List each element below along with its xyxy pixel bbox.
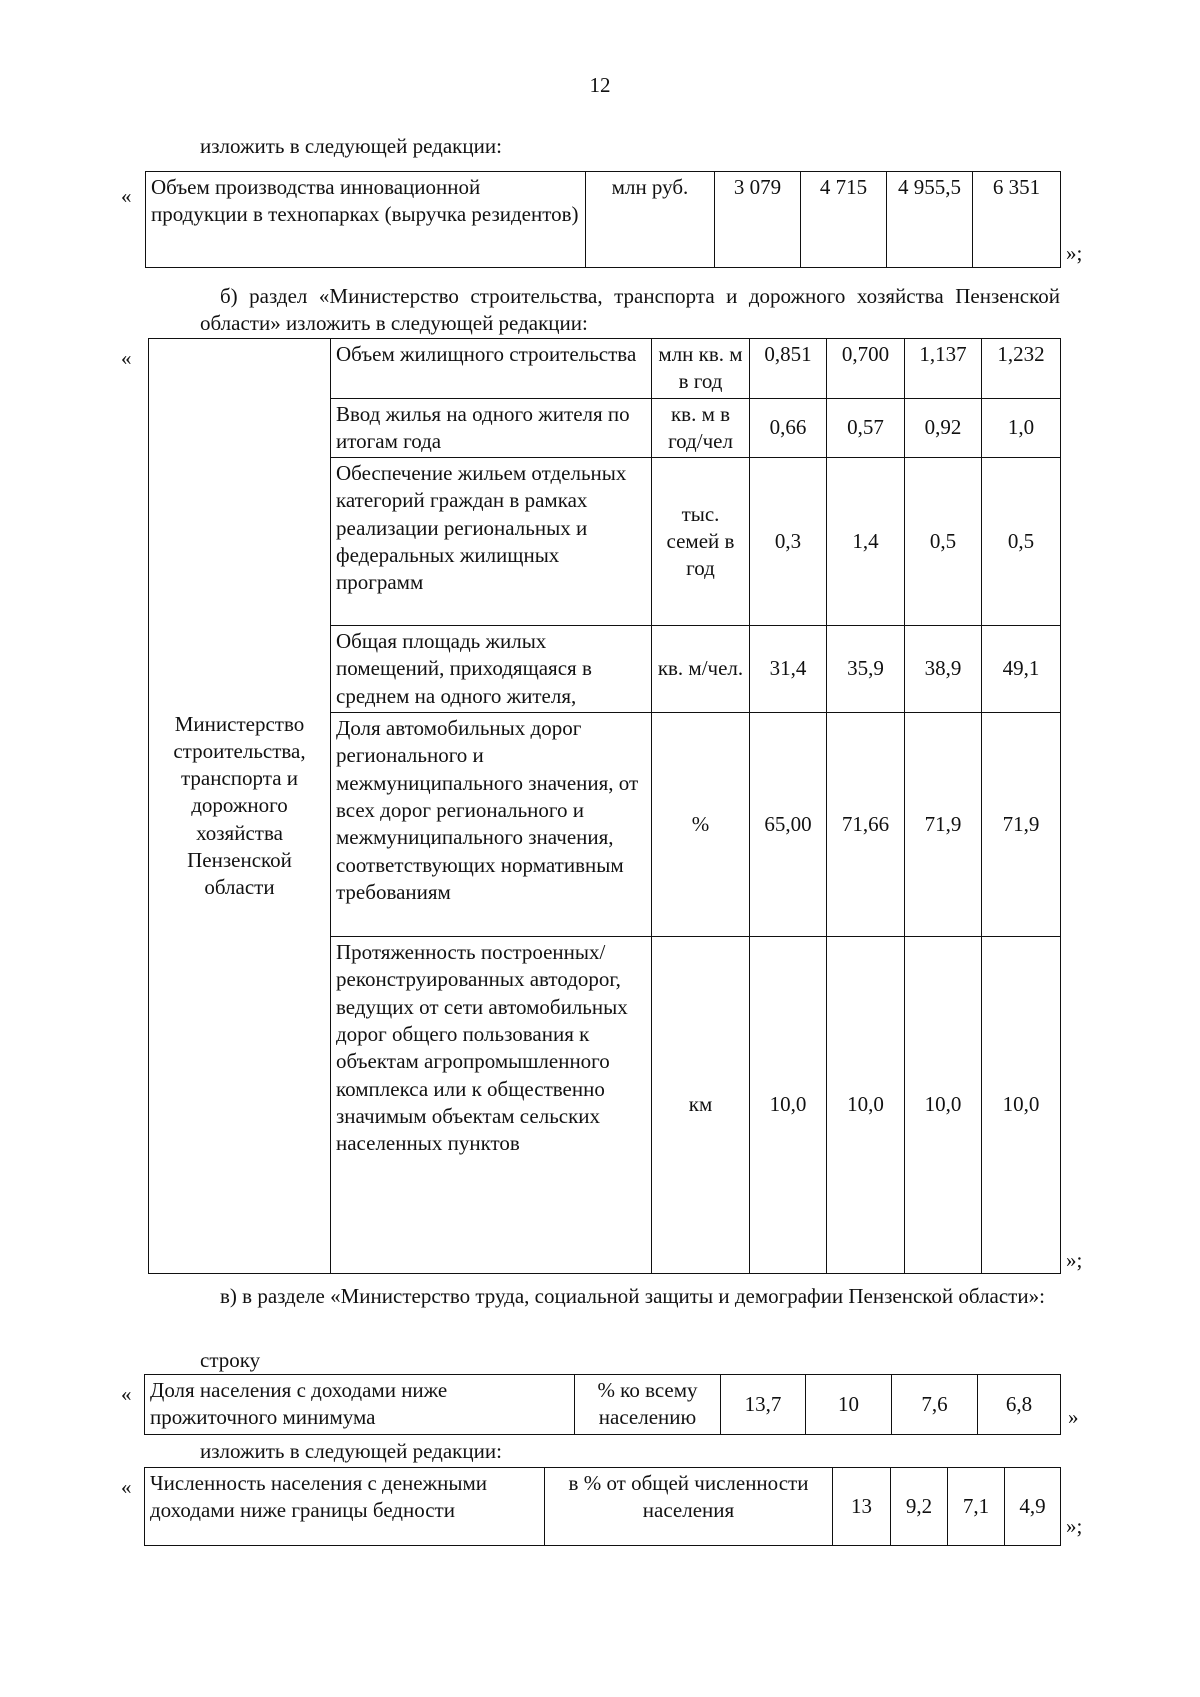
- value-cell: 35,9: [827, 626, 905, 713]
- close-quote: »;: [1066, 1514, 1083, 1538]
- unit-cell: км: [652, 937, 750, 1274]
- poverty-old-table: [144, 1374, 1061, 1435]
- unit-cell: в % от общей численности населения: [545, 1468, 833, 1546]
- value-cell: 10,0: [905, 937, 982, 1274]
- value-cell: 4,9: [1005, 1468, 1061, 1546]
- value-cell: 0,5: [982, 458, 1061, 626]
- value-cell: 10,0: [982, 937, 1061, 1274]
- value-cell: 0,700: [827, 339, 905, 399]
- value-cell: 71,66: [827, 713, 905, 937]
- unit-cell: %: [652, 713, 750, 937]
- indicator-cell: Доля автомобильных дорог регионального и межмуниципального значения, от всех дорог регионального и межмуниципального значения, соответствующих нормативным требованиям: [331, 713, 652, 937]
- close-quote: »: [1068, 1405, 1079, 1429]
- value-cell: 31,4: [750, 626, 827, 713]
- section-c-intro: в) в разделе «Министерство труда, социальной защиты и демографии Пензенской области»:: [220, 1284, 1045, 1308]
- value-cell: 0,3: [750, 458, 827, 626]
- ministry-construction-table: [148, 338, 1061, 1274]
- section-c-line-label: строку: [200, 1348, 261, 1372]
- value-cell: 1,232: [982, 339, 1061, 399]
- section-c-intro2: изложить в следующей редакции:: [200, 1439, 502, 1463]
- value-cell: 71,9: [982, 713, 1061, 937]
- value-cell: 7,1: [948, 1468, 1005, 1546]
- unit-cell: млн кв. м в год: [652, 339, 750, 399]
- value-cell: 6,8: [978, 1375, 1061, 1435]
- table-row: [146, 172, 1061, 268]
- indicator-cell: Обеспечение жильем отдельных категорий граждан в рамках реализации региональных и федеральных жилищных программ: [331, 458, 652, 626]
- value-cell: 4 715: [801, 172, 887, 268]
- unit-cell: кв. м в год/чел: [652, 398, 750, 458]
- value-cell: 0,57: [827, 398, 905, 458]
- indicator-cell: Объем производства инновационной продукции в технопарках (выручка резидентов): [146, 172, 586, 268]
- value-cell: 49,1: [982, 626, 1061, 713]
- value-cell: 10,0: [750, 937, 827, 1274]
- value-cell: 4 955,5: [887, 172, 973, 268]
- table-row: [145, 1375, 1061, 1435]
- value-cell: 0,5: [905, 458, 982, 626]
- close-quote: »;: [1066, 1248, 1083, 1272]
- open-quote: «: [121, 1382, 132, 1406]
- indicator-cell: Протяженность построенных/ реконструированных автодорог, ведущих от сети автомобильных дорог общего пользования к объектам агропромышленного комплекса или к общественно значимым объектам сельских населенных пунктов: [331, 937, 652, 1274]
- unit-cell: тыс. семей в год: [652, 458, 750, 626]
- value-cell: 13: [833, 1468, 891, 1546]
- value-cell: 65,00: [750, 713, 827, 937]
- value-cell: 10: [806, 1375, 892, 1435]
- close-quote: »;: [1066, 241, 1083, 265]
- indicator-cell: Численность населения с денежными доходами ниже границы бедности: [145, 1468, 545, 1546]
- value-cell: 1,0: [982, 398, 1061, 458]
- value-cell: 13,7: [721, 1375, 806, 1435]
- value-cell: 0,92: [905, 398, 982, 458]
- indicator-cell: Доля населения с доходами ниже прожиточного минимума: [145, 1375, 575, 1435]
- unit-cell: % ко всему населению: [575, 1375, 721, 1435]
- value-cell: 9,2: [891, 1468, 948, 1546]
- value-cell: 1,4: [827, 458, 905, 626]
- value-cell: 1,137: [905, 339, 982, 399]
- table-row: [149, 339, 1061, 399]
- unit-cell: кв. м/чел.: [652, 626, 750, 713]
- poverty-new-table: [144, 1467, 1061, 1546]
- unit-cell: млн руб.: [586, 172, 715, 268]
- section-b-intro: б) раздел «Министерство строительства, транспорта и дорожного хозяйства Пензенской области» изложить в следующей редакции:: [200, 284, 1060, 336]
- value-cell: 38,9: [905, 626, 982, 713]
- value-cell: 0,66: [750, 398, 827, 458]
- value-cell: 71,9: [905, 713, 982, 937]
- ministry-cell: Министерство строительства, транспорта и дорожного хозяйства Пензенской области: [149, 339, 331, 1274]
- open-quote: «: [121, 1475, 132, 1499]
- value-cell: 7,6: [892, 1375, 978, 1435]
- page-number: 12: [589, 73, 611, 97]
- table-row: [145, 1468, 1061, 1546]
- section-a-intro: изложить в следующей редакции:: [200, 134, 502, 158]
- value-cell: 10,0: [827, 937, 905, 1274]
- indicator-cell: Ввод жилья на одного жителя по итогам года: [331, 398, 652, 458]
- value-cell: 6 351: [973, 172, 1061, 268]
- value-cell: 0,851: [750, 339, 827, 399]
- indicator-cell: Объем жилищного строительства: [331, 339, 652, 399]
- innovation-table: [145, 171, 1061, 268]
- open-quote: «: [121, 184, 132, 208]
- indicator-cell: Общая площадь жилых помещений, приходящаяся в среднем на одного жителя,: [331, 626, 652, 713]
- value-cell: 3 079: [715, 172, 801, 268]
- open-quote: «: [121, 346, 132, 370]
